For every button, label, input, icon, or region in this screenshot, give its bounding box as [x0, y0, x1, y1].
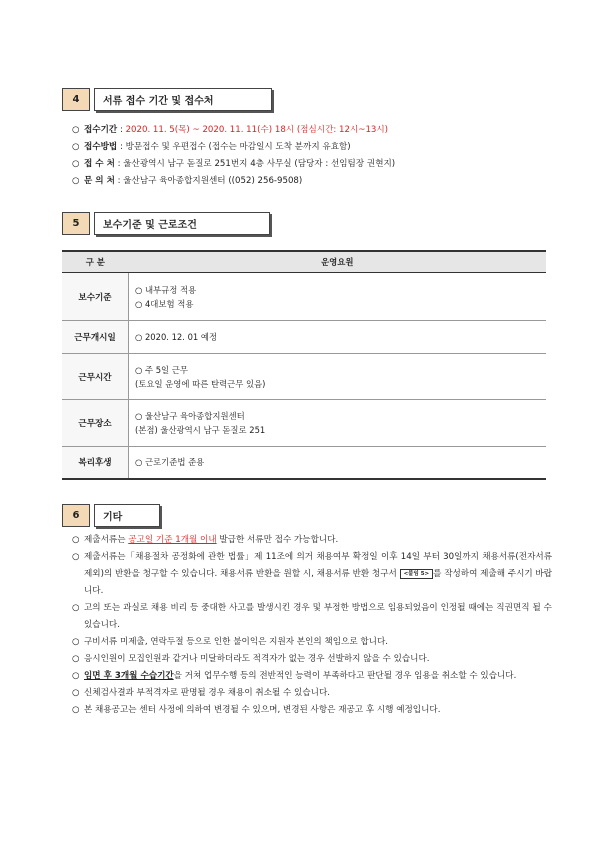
receipt-method: ○ 접수방법 : 방문접수 및 우편접수 (접수는 마감일시 도착 분까지 유효함) — [72, 142, 351, 152]
section-title: 보수기준 및 근로조건 — [94, 212, 270, 235]
conditions-table — [62, 250, 546, 480]
table-row: 근무개시일 ○ 2020. 12. 01 예정 — [62, 321, 546, 354]
list-item: ○ 응시인원이 모집인원과 같거나 미달하더라도 적격자가 없는 경우 선발하지 않을 수 있습니다. — [72, 654, 430, 664]
section-number: 6 — [62, 504, 90, 527]
section-number: 5 — [62, 212, 90, 235]
section-number: 4 — [62, 88, 90, 111]
list-item: ○ 본 채용공고는 센터 사정에 의하여 변경될 수 있으며, 변경된 사항은 재공고 후 시행 예정입니다. — [72, 705, 441, 715]
section-4-header — [62, 88, 272, 113]
row-category: 근무장소 — [62, 400, 129, 447]
table-row: 복리후생 ○ 근로기준법 준용 — [62, 447, 546, 479]
list-item: ○ 고의 또는 과실로 채용 비리 등 중대한 사고를 발생시킨 경우 및 부정한 방법으로 임용되었음이 인정될 때에는 직권면직 될 수 있습니다. — [72, 603, 552, 630]
section-title: 기타 — [94, 504, 160, 527]
section-5-header — [62, 212, 270, 237]
receipt-place: ○ 접 수 처 : 울산광역시 남구 돋질로 251번지 4층 사무실 (담당자 : 선임팀장 권현지) — [72, 159, 396, 169]
list-item: ○ 신체검사결과 부적격자로 판명될 경우 채용이 취소될 수 있습니다. — [72, 688, 330, 698]
section-title: 서류 접수 기간 및 접수처 — [94, 88, 272, 111]
misc-notes — [72, 532, 552, 719]
table-header-content: 운영요원 — [129, 251, 547, 273]
list-item: ○ 임면 후 3개월 수습기간을 거쳐 업무수행 등의 전반적인 능력이 부족하다고 판단될 경우 임용을 취소할 수 있습니다. — [72, 671, 517, 681]
row-category: 복리후생 — [62, 447, 129, 479]
table-row: 근무시간 ○ 주 5일 근무 (토요일 운영에 따른 탄력근무 있음) — [62, 354, 546, 400]
attachment-tag: <붙임 5> — [400, 569, 434, 579]
row-category: 근무개시일 — [62, 321, 129, 354]
list-item: ○ 제출서류는 공고일 기준 1개월 이내 발급한 서류만 접수 가능합니다. — [72, 535, 339, 545]
table-row: 근무장소 ○ 울산남구 육아종합지원센터 (본점) 울산광역시 남구 돋질로 251 — [62, 400, 546, 447]
row-category: 보수기준 — [62, 273, 129, 321]
table-row: 보수기준 ○ 내부규정 적용 ○ 4대보험 적용 — [62, 273, 546, 321]
receipt-period: ○ 접수기간 : 2020. 11. 5(목) ~ 2020. 11. 11(수) 18시 (점심시간: 12시~13시) — [72, 125, 389, 135]
inquiry: ○ 문 의 처 : 울산남구 육아종합지원센터 ((052) 256-9508) — [72, 176, 303, 186]
list-item: ○ 구비서류 미제출, 연락두절 등으로 인한 불이익은 지원자 본인의 책임으로 합니다. — [72, 637, 389, 647]
table-header-category: 구 분 — [62, 251, 129, 273]
row-category: 근무시간 — [62, 354, 129, 400]
section-6-header — [62, 504, 160, 529]
list-item: ○ 제출서류는「채용절차 공정화에 관한 법률」제 11조에 의거 채용여부 확정일 이후 14일 부터 30일까지 채용서류(전자서류 제외)의 반환을 청구할 수 있습니다. 채용서류 반환을 원할 시, 채용서류 반환 청구서 <붙임 5> 를 작성하여 제출해 주시기 바랍니다. — [72, 552, 553, 596]
